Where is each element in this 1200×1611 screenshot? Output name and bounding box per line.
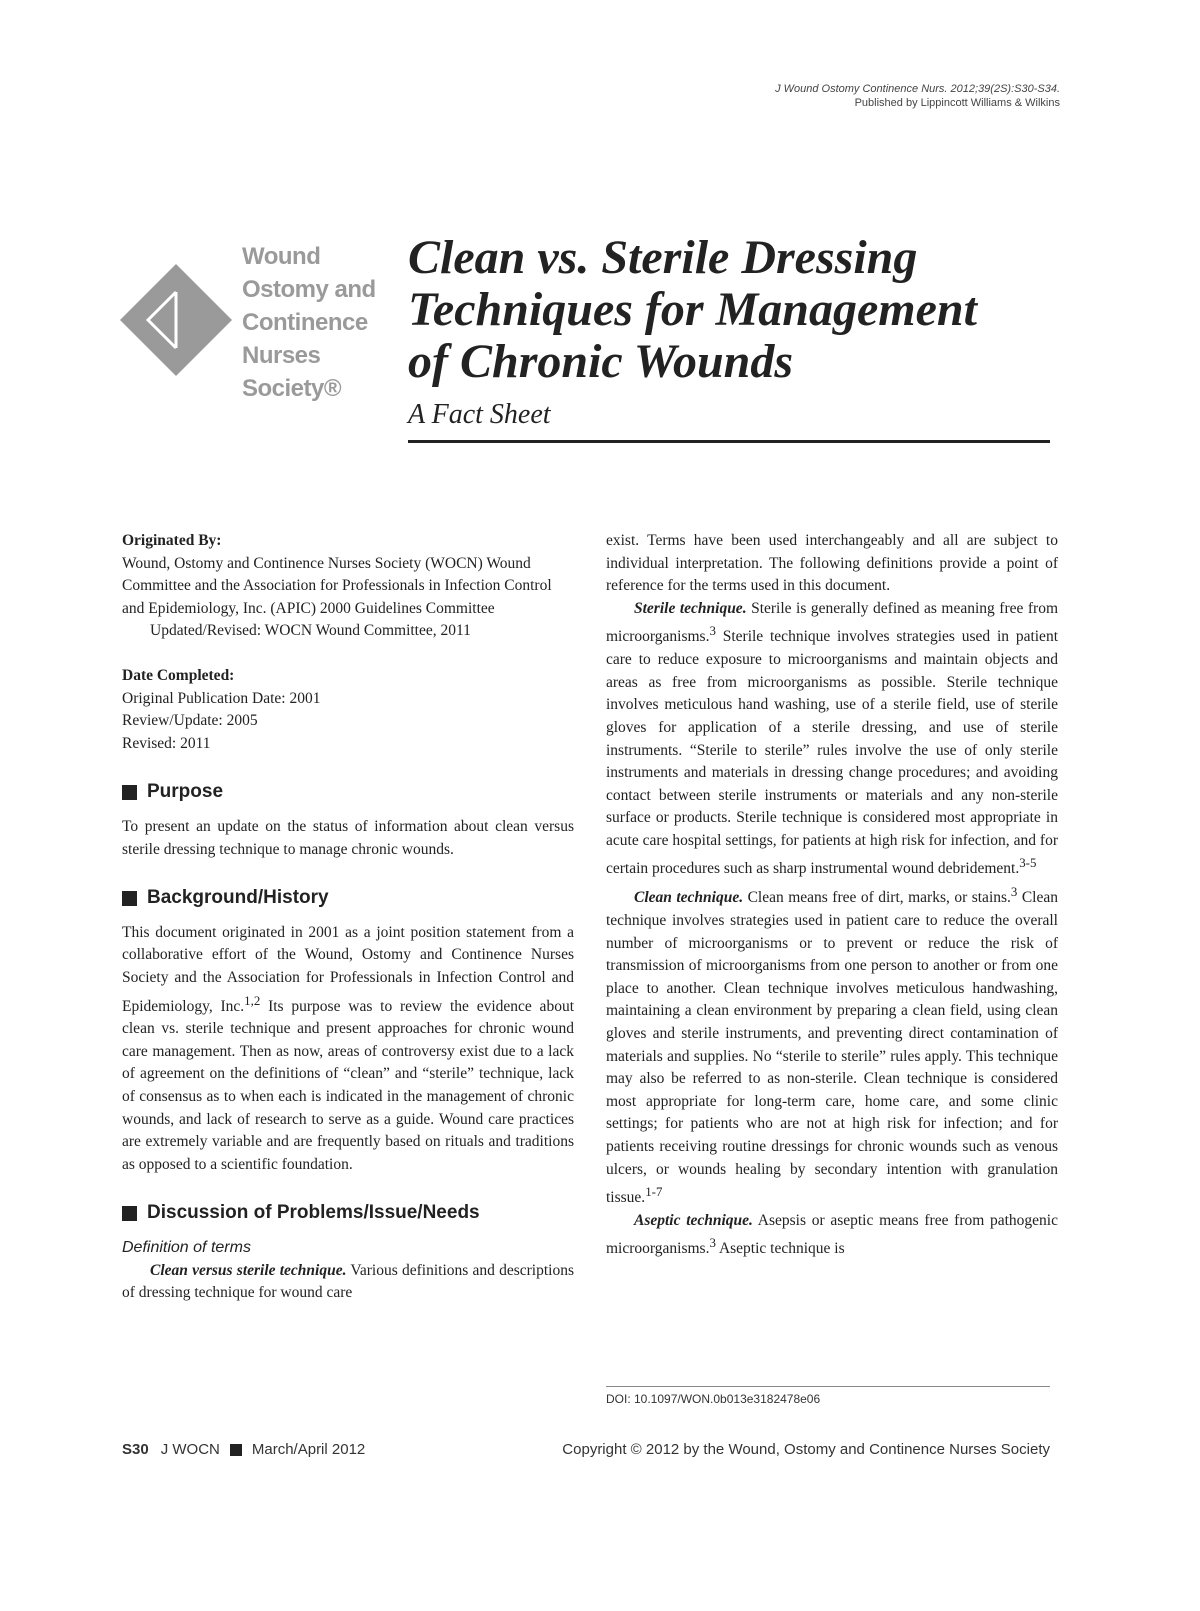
- purpose-heading: [122, 781, 574, 804]
- bullet-square-icon: [122, 1206, 137, 1221]
- background-text-a: This document originated in 2001 as a joint position statement from a collaborative effort of the Wound, Ostomy and Continence Nurses Society and the Association for Professionals in Infection Control and Epidemiology, Inc.: [122, 923, 574, 1015]
- citation-ref: 3-5: [1019, 855, 1037, 871]
- originated-text: Wound, Ostomy and Continence Nurses Society (WOCN) Wound Committee and the Association for Professionals in Infection Control and Epidemiology, Inc. (APIC) 2000 Guidelines Committee: [122, 554, 552, 617]
- title-line: Techniques for Management: [408, 283, 977, 336]
- footer-square-icon: [230, 1444, 242, 1456]
- copyright-notice: Copyright © 2012 by the Wound, Ostomy and Continence Nurses Society: [562, 1441, 1050, 1458]
- article-title: [408, 232, 1058, 388]
- title-divider: [408, 440, 1050, 443]
- title-block: [408, 232, 1058, 432]
- clean-paragraph: [606, 881, 1058, 1210]
- continuation-text: exist. Terms have been used interchangeably and all are subject to individual interpretation. The following definitions provide a point of reference for the terms used in this document.: [606, 532, 1058, 595]
- original-date: Original Publication Date: 2001: [122, 689, 321, 707]
- paragraph-text: Clean means free of dirt, marks, or stains.: [743, 889, 1011, 907]
- bullet-square-icon: [122, 785, 137, 800]
- term-label: Aseptic technique.: [634, 1211, 753, 1229]
- review-date: Review/Update: 2005: [122, 712, 258, 730]
- citation-ref: 3: [1010, 884, 1018, 900]
- article-subtitle: A Fact Sheet: [408, 399, 551, 430]
- term-label: Clean technique.: [634, 889, 744, 907]
- discussion-heading: [122, 1202, 574, 1225]
- logo-line: Wound: [242, 243, 321, 270]
- diamond-logo-icon: [118, 262, 234, 378]
- sterile-paragraph: [606, 598, 1058, 881]
- title-line: Clean vs. Sterile Dressing: [408, 231, 918, 284]
- citation-ref: 1,2: [244, 992, 261, 1008]
- journal-abbrev: J WOCN: [160, 1441, 220, 1458]
- originated-label: Originated By:: [122, 532, 222, 549]
- purpose-heading-text: Purpose: [147, 781, 224, 803]
- logo-line: Nurses: [242, 342, 321, 369]
- revised-date: Revised: 2011: [122, 734, 211, 752]
- citation-ref: 3: [709, 623, 716, 639]
- paragraph-text: Clean technique involves strategies used in patient care to reduce the overall number of microorganisms or to prevent or reduce the risk of transmission of microorganisms from one person to another or from one place to another. Clean technique involves meticulous handwashing, maintaining a clean environment by preparing a clean field, using clean gloves and sterile instruments, and preventing direct contamination of materials and supplies. No “sterile to sterile” rules apply. This technique may also be referred to as non-sterile. Clean technique is considered most appropriate for long-term care, home care, and some clinic settings; for patients who are not at high risk for infection; and for patients receiving routine dressings for chronic wounds such as venous ulcers, or wounds healing by secondary intention with granulation tissue.: [606, 889, 1058, 1207]
- publisher-line: Published by Lippincott Williams & Wilkins: [854, 97, 1060, 109]
- logo-line: Continence: [242, 309, 368, 336]
- paragraph-text: Asepsis or aseptic means free from pathogenic microorganisms.: [606, 1211, 1058, 1258]
- right-column: [606, 530, 1058, 1261]
- citation-ref: 3: [709, 1235, 716, 1251]
- paragraph-text: Various definitions and descriptions of dressing technique for wound care: [122, 1261, 574, 1302]
- clean-vs-sterile-paragraph: [122, 1260, 574, 1305]
- background-heading: [122, 887, 574, 910]
- aseptic-paragraph: [606, 1210, 1058, 1261]
- background-heading-text: Background/History: [147, 887, 329, 909]
- term-label: Clean versus sterile technique.: [150, 1261, 347, 1279]
- paragraph-text: Sterile technique involves strategies used in patient care to reduce exposure to microorganisms and maintain objects and areas as free from microorganisms as possible. Sterile technique involves meticulous hand washing, use of a sterile field, use of sterile gloves for application of a sterile dressing, and use of sterile instruments. “Sterile to sterile” rules involve the use of only sterile instruments and materials in dressing change procedures; and avoiding contact between sterile instruments or materials and any non-sterile surface or products. Sterile technique is considered most appropriate in acute care hospital settings, for patients at high risk for infection, and for certain procedures such as sharp instrumental wound debridement.: [606, 628, 1058, 878]
- logo-text: [242, 240, 376, 405]
- term-label: Sterile technique.: [634, 599, 747, 617]
- logo-line: Ostomy and: [242, 276, 376, 303]
- wocn-logo: [118, 240, 388, 400]
- doi-link[interactable]: DOI: 10.1097/WON.0b013e3182478e06: [606, 1392, 821, 1406]
- background-text: [122, 922, 574, 1177]
- issue-date: March/April 2012: [251, 1441, 366, 1458]
- journal-citation: [775, 82, 1060, 110]
- definition-subheading: Definition of terms: [122, 1239, 251, 1256]
- footer-left: [122, 1441, 365, 1458]
- doi-divider: [606, 1386, 1050, 1387]
- purpose-text: To present an update on the status of information about clean versus sterile dressing technique to manage chronic wounds.: [122, 817, 574, 858]
- title-line: of Chronic Wounds: [408, 335, 794, 388]
- paragraph-text: Sterile is generally defined as meaning free from microorganisms.: [606, 599, 1058, 646]
- page-number: S30: [122, 1441, 149, 1458]
- citation-line: J Wound Ostomy Continence Nurs. 2012;39(2S):S30-S34.: [775, 83, 1060, 95]
- citation-ref: 1-7: [645, 1184, 663, 1200]
- bullet-square-icon: [122, 891, 137, 906]
- date-completed-label: Date Completed:: [122, 666, 235, 684]
- updated-text: Updated/Revised: WOCN Wound Committee, 2011: [150, 622, 471, 640]
- discussion-heading-text: Discussion of Problems/Issue/Needs: [147, 1202, 480, 1224]
- left-column: [122, 530, 574, 1305]
- background-text-b: Its purpose was to review the evidence about clean vs. sterile technique and present approaches for chronic wound care management. Then as now, areas of controversy exist due to a lack of agreement on the definitions of “clean” and “sterile” technique, lack of consensus as to when each is indicated in the management of chronic wounds, and lack of research to serve as a guide. Wound care practices are extremely variable and are frequently based on rituals and traditions as opposed to a scientific foundation.: [122, 997, 574, 1173]
- logo-line: Society®: [242, 375, 342, 402]
- paragraph-text: Aseptic technique is: [715, 1240, 845, 1258]
